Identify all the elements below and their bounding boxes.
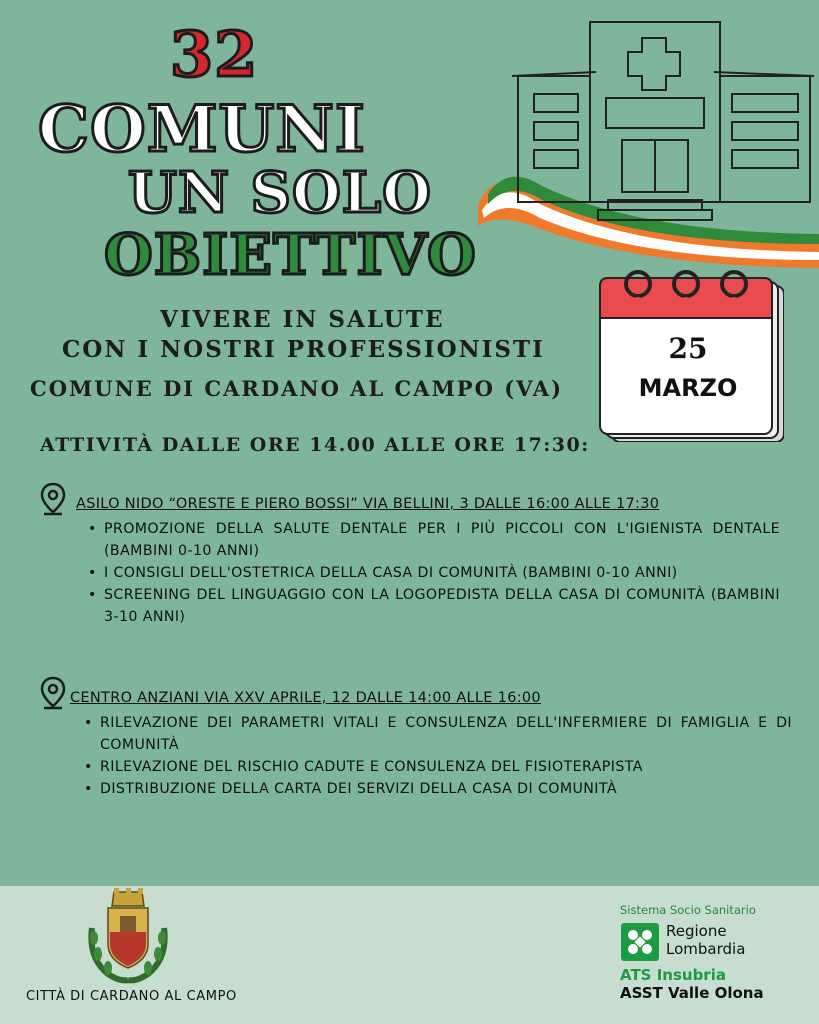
activity-hours: ATTIVITÀ DALLE ORE 14.00 ALLE ORE 17:30: [40,434,590,456]
city-name: CITTÀ DI CARDANO AL CAMPO [26,989,237,1004]
headline-un-solo: UN SOLO [128,160,432,226]
city-crest-icon [86,888,170,984]
subtitle-location: COMUNE DI CARDANO AL CAMPO (VA) [30,376,564,401]
subtitle-line1: VIVERE IN SALUTE [160,306,445,333]
location-pin-icon [40,482,66,516]
location-heading: CENTRO ANZIANI VIA XXV APRILE, 12 DALLE 14:00 ALLE 16:00 [70,690,541,706]
list-item: • RILEVAZIONE DEL RISCHIO CADUTE E CONSULENZA DEL FISIOTERAPISTA [82,756,792,778]
headline-comuni: COMUNI [38,92,366,167]
calendar-date [608,262,768,442]
activity-list [86,518,780,628]
list-item: • RILEVAZIONE DEI PARAMETRI VITALI E CONSULENZA DELL'INFERMIERE DI FAMIGLIA E DI COMUNITÀ [82,712,792,756]
list-item: • PROMOZIONE DELLA SALUTE DENTALE PER I PIÙ PICCOLI CON L'IGIENISTA DENTALE (BAMBINI 0-10 ANNI) [86,518,780,562]
calendar-month: MARZO [638,374,738,402]
headline-obiettivo: OBIETTIVO [104,222,477,288]
region-name-line2: Lombardia [666,940,746,958]
headline-number: 32 [170,18,259,91]
region-name-line1: Regione [666,922,727,940]
list-item: • I CONSIGLI DELL'OSTETRICA DELLA CASA DI COMUNITÀ (BAMBINI 0-10 ANNI) [86,562,780,584]
regione-lombardia-logo-icon [621,923,659,961]
location-pin-icon [40,676,66,710]
activity-list [82,712,792,800]
subtitle-line2: CON I NOSTRI PROFESSIONISTI [62,336,545,363]
asst-label: ASST Valle Olona [620,984,764,1002]
system-label: Sistema Socio Sanitario [620,903,756,917]
calendar-day: 25 [668,332,708,365]
list-item: • DISTRIBUZIONE DELLA CARTA DEI SERVIZI DELLA CASA DI COMUNITÀ [82,778,792,800]
ats-label: ATS Insubria [620,966,726,984]
location-heading: ASILO NIDO “ORESTE E PIERO BOSSI” VIA BELLINI, 3 DALLE 16:00 ALLE 17:30 [76,496,660,512]
hospital-illustration [478,14,819,274]
list-item: • SCREENING DEL LINGUAGGIO CON LA LOGOPEDISTA DELLA CASA DI COMUNITÀ (BAMBINI 3-10 ANNI) [86,584,780,628]
